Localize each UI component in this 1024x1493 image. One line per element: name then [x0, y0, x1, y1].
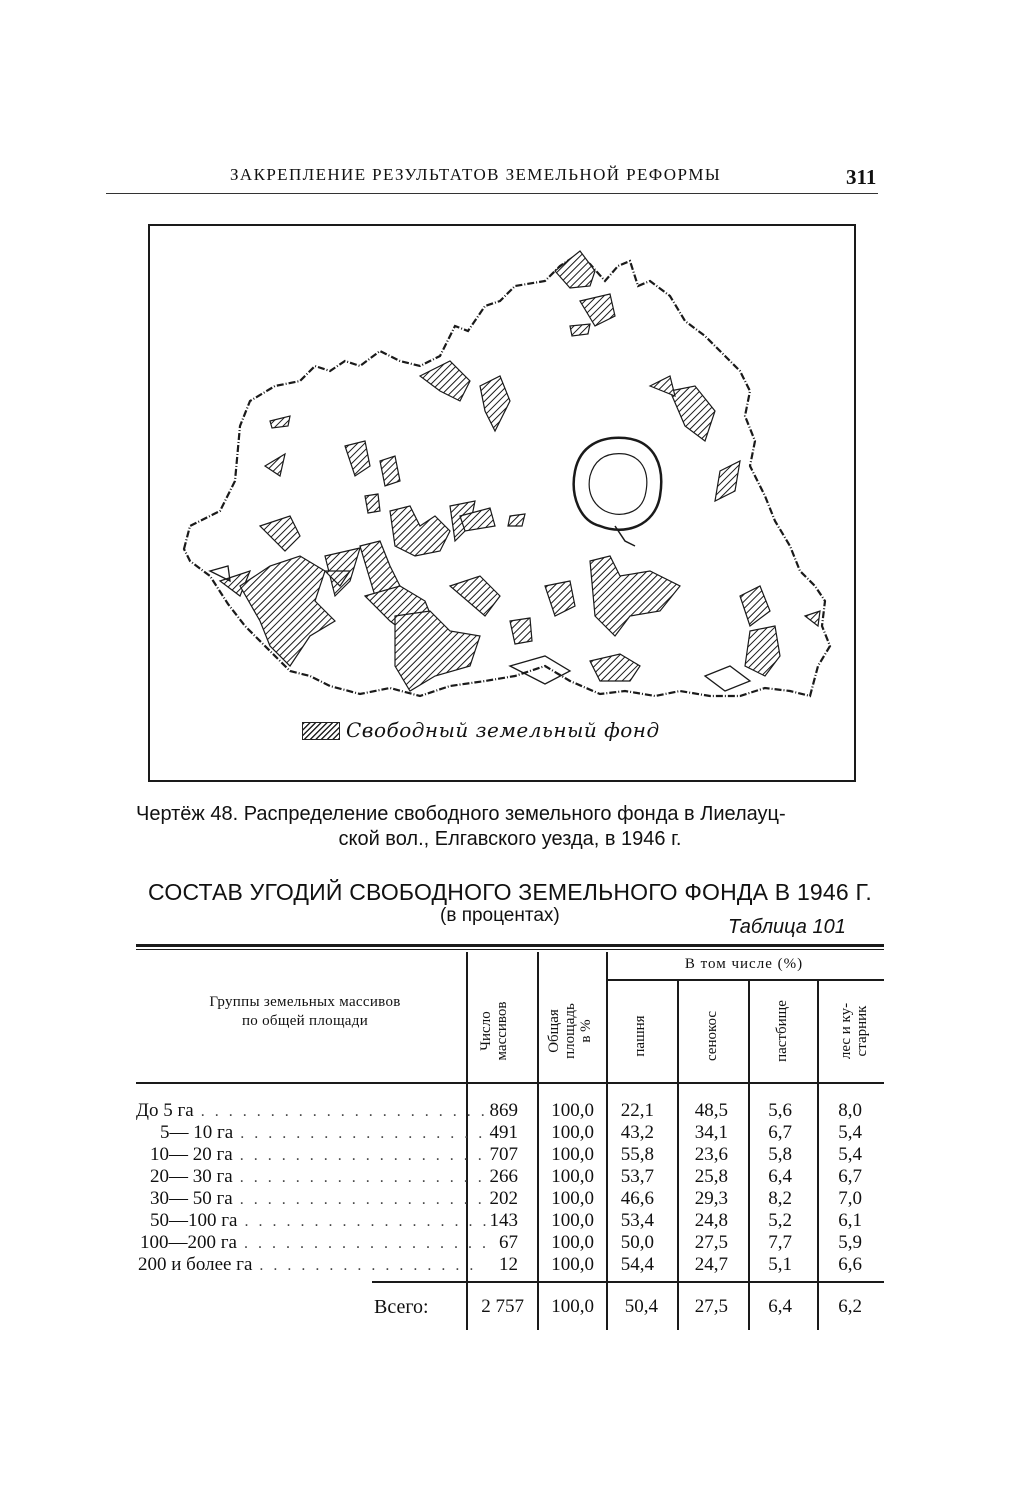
- cell-area: 100,0: [551, 1254, 594, 1275]
- cell-hay: 24,7: [694, 1254, 728, 1275]
- subgroup-header: В том числе (%): [684, 956, 804, 972]
- cell-area: 100,0: [551, 1210, 594, 1231]
- col-forest-header: лес и ку- старник: [838, 1002, 870, 1060]
- col-line: [748, 980, 750, 1330]
- cell-forest: 5,4: [838, 1144, 862, 1165]
- cell-forest: 5,9: [838, 1232, 862, 1253]
- page-number: 311: [846, 165, 877, 189]
- caption-line-1: Чертёж 48. Распределение свободного земельного фонда в Лиелауц-: [136, 803, 786, 825]
- figure-caption: [136, 802, 884, 851]
- cell-count: 202: [489, 1188, 518, 1209]
- cell-arable: 55,8: [620, 1144, 654, 1165]
- cell-arable: 22,1: [620, 1100, 654, 1121]
- cell-forest: 7,0: [838, 1188, 862, 1209]
- subgroup-rule: [606, 979, 884, 981]
- cell-pasture: 8,2: [768, 1188, 792, 1209]
- lake: [574, 438, 662, 546]
- col-area-header: Общая площадь в %: [546, 1003, 594, 1059]
- cell-arable: 53,4: [620, 1210, 654, 1231]
- cell-pasture: 5,8: [768, 1144, 792, 1165]
- cell-pasture: 6,7: [768, 1122, 792, 1143]
- cell-count: 491: [489, 1122, 518, 1143]
- cell-hay: 27,5: [694, 1232, 728, 1253]
- cell-count: 869: [489, 1100, 518, 1121]
- cell-area: 100,0: [551, 1232, 594, 1253]
- cell-hay: 24,8: [694, 1210, 728, 1231]
- caption-line-2: ской вол., Елгавского уезда, в 1946 г.: [338, 828, 682, 850]
- running-head: ЗАКРЕПЛЕНИЕ РЕЗУЛЬТАТОВ ЗЕМЕЛЬНОЙ РЕФОРМЫ: [230, 165, 722, 184]
- cell-forest: 6,6: [838, 1254, 862, 1275]
- cell-arable: 53,7: [620, 1166, 654, 1187]
- col-line: [537, 952, 539, 1330]
- legend-label: Свободный земельный фонд: [346, 718, 660, 742]
- row-group-label: 5— 10 га . . . . . . . . . . . . . . . . . .: [160, 1122, 486, 1143]
- cell-forest: 6,7: [838, 1166, 862, 1187]
- header-bottom-rule: [136, 1082, 884, 1084]
- cell-hay: 34,1: [694, 1122, 728, 1143]
- total-count: 2 757: [481, 1296, 524, 1317]
- parish-map: [150, 226, 858, 784]
- cell-pasture: 5,6: [768, 1100, 792, 1121]
- row-group-label: 50—100 га . . . . . . . . . . . . . . . . . .: [150, 1210, 490, 1231]
- cell-hay: 23,6: [694, 1144, 728, 1165]
- row-group-label: До 5 га . . . . . . . . . . . . . . . . . . . . .: [136, 1100, 488, 1121]
- row-group-label: 10— 20 га . . . . . . . . . . . . . . . . . .: [150, 1144, 485, 1165]
- cell-arable: 54,4: [620, 1254, 654, 1275]
- cell-arable: 50,0: [620, 1232, 654, 1253]
- cell-area: 100,0: [551, 1100, 594, 1121]
- total-forest: 6,2: [838, 1296, 862, 1317]
- col-line: [606, 952, 608, 1330]
- free-land-patches: [220, 251, 820, 691]
- cell-forest: 5,4: [838, 1122, 862, 1143]
- col-pasture-header: пастбище: [774, 1000, 790, 1062]
- row-group-label: 100—200 га . . . . . . . . . . . . . . . . . .: [140, 1232, 489, 1253]
- row-group-label: 30— 50 га . . . . . . . . . . . . . . . . . .: [150, 1188, 485, 1209]
- cell-forest: 6,1: [838, 1210, 862, 1231]
- total-arable: 50,4: [624, 1296, 658, 1317]
- cell-forest: 8,0: [838, 1100, 862, 1121]
- table-top-rule-thin: [136, 949, 884, 950]
- legend-swatch: [302, 722, 340, 740]
- cell-count: 12: [499, 1254, 518, 1275]
- cell-pasture: 7,7: [768, 1232, 792, 1253]
- total-pasture: 6,4: [768, 1296, 792, 1317]
- total-rule: [372, 1281, 884, 1283]
- table-subtitle: (в процентах): [440, 905, 560, 926]
- cell-arable: 46,6: [620, 1188, 654, 1209]
- table-title: СОСТАВ УГОДИЙ СВОБОДНОГО ЗЕМЕЛЬНОГО ФОНДА В 1946 Г.: [148, 879, 872, 905]
- group-header: Группы земельных массивов по общей площади: [209, 994, 401, 1029]
- cell-count: 143: [489, 1210, 518, 1231]
- cell-hay: 25,8: [694, 1166, 728, 1187]
- row-group-label: 20— 30 га . . . . . . . . . . . . . . . . . .: [150, 1166, 485, 1187]
- cell-pasture: 5,2: [768, 1210, 792, 1231]
- total-area: 100,0: [551, 1296, 594, 1317]
- col-count-header: Число массивов: [478, 1001, 510, 1061]
- col-line: [677, 980, 679, 1330]
- head-rule: [106, 193, 878, 194]
- table-top-rule: [136, 944, 884, 947]
- total-hay: 27,5: [694, 1296, 728, 1317]
- col-line: [817, 980, 819, 1330]
- cell-area: 100,0: [551, 1144, 594, 1165]
- row-group-label: 200 и более га . . . . . . . . . . . . . . . .: [138, 1254, 477, 1275]
- col-hay-header: сенокос: [704, 1010, 720, 1062]
- cell-pasture: 6,4: [768, 1166, 792, 1187]
- cell-count: 707: [489, 1144, 518, 1165]
- cell-arable: 43,2: [620, 1122, 654, 1143]
- cell-area: 100,0: [551, 1166, 594, 1187]
- col-arable-header: пашня: [632, 1015, 648, 1057]
- cell-hay: 48,5: [694, 1100, 728, 1121]
- cell-area: 100,0: [551, 1188, 594, 1209]
- map-figure: [148, 224, 856, 782]
- cell-count: 67: [499, 1232, 518, 1253]
- cell-pasture: 5,1: [768, 1254, 792, 1275]
- cell-area: 100,0: [551, 1122, 594, 1143]
- cell-count: 266: [489, 1166, 518, 1187]
- cell-hay: 29,3: [694, 1188, 728, 1209]
- table-label: Таблица 101: [728, 916, 846, 938]
- total-label: Всего:: [374, 1296, 429, 1318]
